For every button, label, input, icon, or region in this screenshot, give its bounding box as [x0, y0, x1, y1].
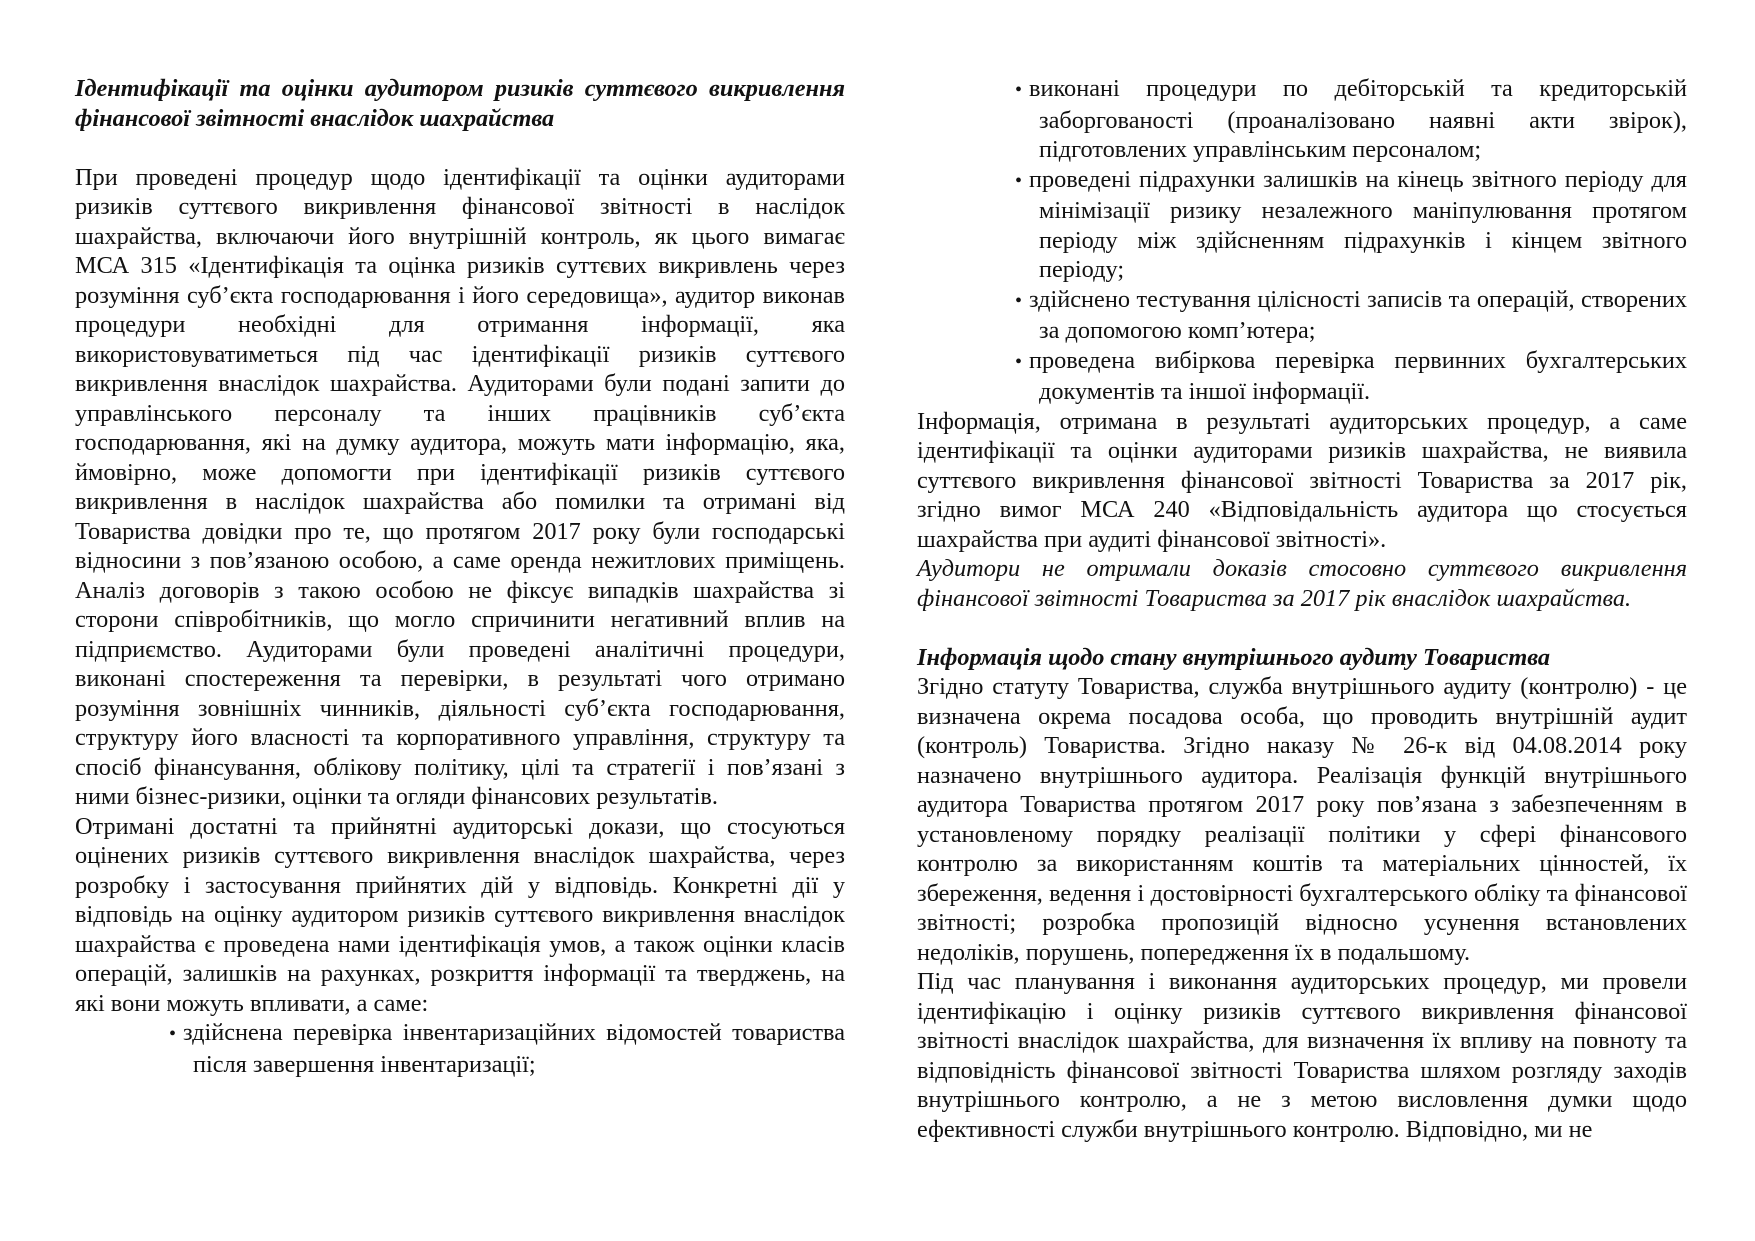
bullet-item: • виконані процедури по дебіторській та кредиторській заборгованості (проаналізовано наявні акти звірок), підготовлених управлінським персоналом;	[1015, 75, 1687, 163]
bullet-list-right	[993, 74, 1687, 407]
bullet-icon: •	[169, 1023, 177, 1045]
bullet-item: • проведені підрахунки залишків на кінець звітного періоду для мінімізації ризику незалежного маніпулювання протягом періоду між здійсненням підрахунків і кінцем звітного періоду;	[1015, 165, 1687, 283]
paragraph-fraud-procedures: При проведені процедур щодо ідентифікації та оцінки аудиторами ризиків суттєвого викривлення фінансової звітності в наслідок шахрайства, включаючи його внутрішній контроль, як цього вимагає МСА 315 «Ідентифікація та оцінка ризиків суттєвих викривлень через розуміння суб’єкта господарювання і його середовища», аудитор виконав процедури необхідні для отримання інформації, яка використовуватиметься під час ідентифікації ризиків суттєвого викривлення внаслідок шахрайства. Аудиторами були подані запити до управлінського персоналу та інших працівників суб’єкта господарювання, які на думку аудитора, можуть мати інформацію, яка, ймовірно, може допомогти при ідентифікації ризиків суттєвого викривлення в наслідок шахрайства або помилки та отримані від Товариства довідки про те, що протягом 2017 року були господарські відносини з пов’язаною особою, а саме оренда нежитлових приміщень. Аналіз договорів з такою особою не фіксує випадків шахрайства зі сторони співробітників, що могло спричинити негативний вплив на підприємство. Аудиторами були проведені аналітичні процедури, виконані спостереження та перевірки, в результаті чого отримано розуміння зовнішніх чинників, діяльності суб’єкта господарювання, структуру його власності та корпоративного управління, структуру та спосіб фінансування, облікову політику, цілі та стратегії і пов’язані з ними бізнес-ризики, оцінки та огляди фінансових результатів.	[75, 163, 845, 810]
section-heading-fraud-risk: Ідентифікації та оцінки аудитором ризиків суттєвого викривлення фінансової звітності внаслідок шахрайства	[75, 75, 845, 132]
paragraph-planning: Під час планування і виконання аудиторських процедур, ми провели ідентифікацію і оцінку ризиків суттєвого викривлення фінансової звітності внаслідок шахрайства, для визначення їх впливу на повноту та відповідність фінансової звітності Товариства шляхом розгляду заходів внутрішнього контролю, а не з метою висловлення думки щодо ефективності служби внутрішнього контролю. Відповідно, ми не	[917, 968, 1687, 1143]
bullet-item: • здійснена перевірка інвентаризаційних відомостей товариства після завершення інвентаризації;	[169, 1019, 845, 1078]
left-column	[75, 74, 845, 1079]
bullet-list-left	[147, 1018, 845, 1079]
spacer	[917, 613, 1687, 643]
right-column	[917, 74, 1687, 1144]
paragraph-internal-audit: Згідно статуту Товариства, служба внутрішнього аудиту (контролю) - це визначена окрема посадова особа, що проводить внутрішній аудит (контроль) Товариства. Згідно наказу № 26-к від 04.08.2014 року назначено внутрішнього аудитора. Реалізація функцій внутрішнього аудитора Товариства протягом 2017 року пов’язана з забезпеченням в установленому порядку реалізації політики у сфері фінансового контролю за використанням коштів та матеріальних цінностей, їх збереження, ведення і достовірності бухгалтерського обліку та фінансової звітності; розробка пропозицій відносно усунення встановлених недоліків, порушень, попередження їх в подальшому.	[917, 673, 1687, 966]
paragraph-fraud-result: Інформація, отримана в результаті аудиторських процедур, а саме ідентифікації та оцінки аудиторами ризиків шахрайства, не виявила суттєвого викривлення фінансової звітності Товариства за 2017 рік, згідно вимог МСА 240 «Відповідальність аудитора що стосується шахрайства при аудиті фінансової звітності».	[917, 407, 1687, 553]
bullet-icon: •	[1015, 289, 1023, 312]
bullet-icon: •	[1015, 350, 1023, 373]
bullet-item: • проведена вибіркова перевірка первинних бухгалтерських документів та іншої інформації.	[1015, 346, 1687, 405]
paragraph-audit-evidence: Отримані достатні та прийнятні аудиторські докази, що стосуються оцінених ризиків суттєвого викривлення внаслідок шахрайства, через розробку і застосування прийнятих дій у відповідь. Конкретні дії у відповідь на оцінку аудитором ризиків суттєвого викривлення внаслідок шахрайства є проведена нами ідентифікація умов, а також оцінки класів операцій, залишків на рахунках, розкриття інформації та тверджень, на які вони можуть впливати, а саме:	[75, 812, 845, 1017]
section-heading-internal-audit: Інформація щодо стану внутрішнього аудиту Товариства	[917, 643, 1551, 671]
paragraph-fraud-conclusion: Аудитори не отримали доказів стосовно суттєвого викривлення фінансової звітності Товариства за 2017 рік внаслідок шахрайства.	[917, 555, 1687, 612]
bullet-item: • здійснено тестування цілісності записів та операцій, створених за допомогою комп’ютера;	[1015, 285, 1687, 344]
spacer	[75, 133, 845, 163]
bullet-icon: •	[1015, 79, 1023, 101]
bullet-icon: •	[1015, 169, 1023, 192]
